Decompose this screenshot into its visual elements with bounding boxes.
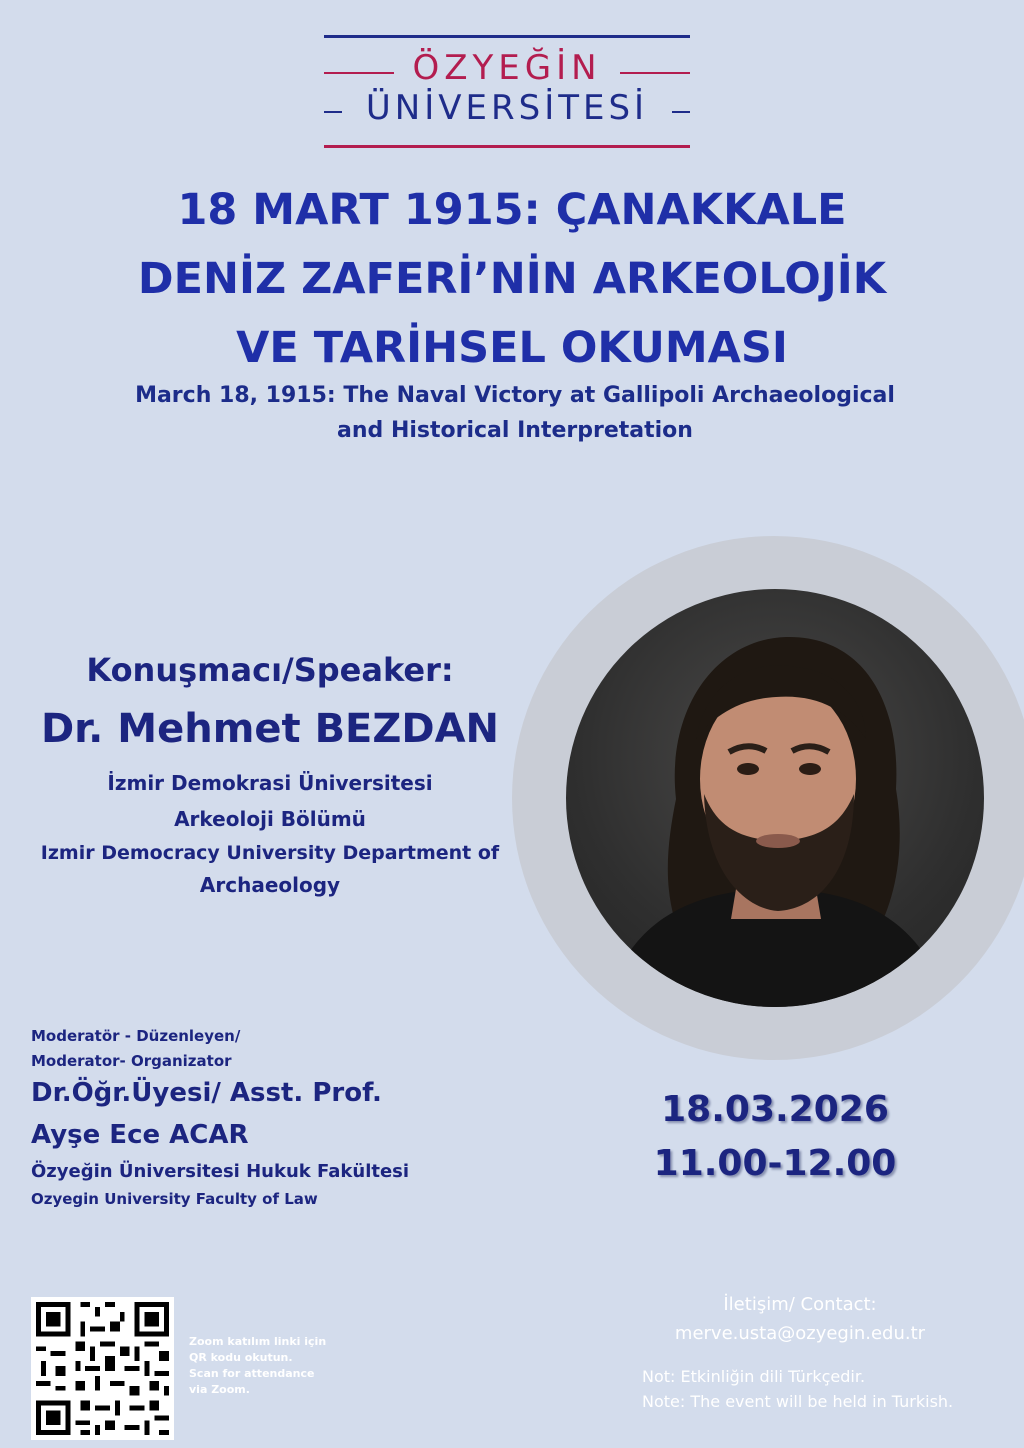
language-note-en: Note: The event will be held in Turkish. <box>642 1392 954 1411</box>
speaker-photo <box>566 589 984 1007</box>
logo-word-ozyegin: ÖZYEĞİN <box>412 48 602 88</box>
qr-instructions <box>189 1334 349 1398</box>
logo-top-rule <box>324 35 690 38</box>
qr-note-line-3: Scan for attendance <box>189 1367 315 1380</box>
contact-email[interactable]: merve.usta@ozyegin.edu.tr <box>674 1323 926 1344</box>
logo-strike-right-1 <box>620 72 690 74</box>
speaker-affiliation-tr-1: İzmir Demokrasi Üniversitesi <box>107 771 433 795</box>
event-title-line-1: 18 MART 1915: ÇANAKKALE <box>177 185 847 235</box>
event-title <box>60 176 964 383</box>
language-note-tr: Not: Etkinliğin dili Türkçedir. <box>642 1367 866 1386</box>
logo-strike-left-1 <box>324 72 394 74</box>
speaker-portrait-illustration <box>566 589 984 1007</box>
speaker-affiliation-en-2: Archaeology <box>199 873 341 897</box>
event-subtitle <box>90 378 940 448</box>
qr-note-line-4: via Zoom. <box>189 1383 250 1396</box>
qr-note-line-2: QR kodu okutun. <box>189 1351 293 1364</box>
event-subtitle-line-2: and Historical Interpretation <box>337 418 693 443</box>
moderator-title: Dr.Öğr.Üyesi/ Asst. Prof. <box>31 1078 382 1108</box>
moderator-faculty-tr: Özyeğin Üniversitesi Hukuk Fakültesi <box>31 1161 410 1182</box>
event-date: 18.03.2026 <box>661 1089 889 1130</box>
moderator-name: Ayşe Ece ACAR <box>31 1120 249 1150</box>
speaker-affiliation-en-1: Izmir Democracy University Department of <box>40 842 500 864</box>
moderator-role-tr: Moderatör - Düzenleyen/ <box>31 1027 241 1045</box>
logo-strike-right-2 <box>672 111 690 113</box>
moderator-faculty-en: Ozyegin University Faculty of Law <box>31 1190 318 1208</box>
contact-label: İletişim/ Contact: <box>723 1294 877 1315</box>
event-subtitle-line-1: March 18, 1915: The Naval Victory at Gallipoli Archaeological <box>135 383 895 408</box>
speaker-label: Konuşmacı/Speaker: <box>86 651 454 689</box>
qr-code-icon <box>31 1297 174 1440</box>
qr-note-line-1: Zoom katılım linki için <box>189 1335 327 1348</box>
event-title-line-3: VE TARİHSEL OKUMASI <box>236 323 788 373</box>
speaker-affiliation-tr-2: Arkeoloji Bölümü <box>174 807 366 831</box>
zoom-qr-code[interactable] <box>31 1297 174 1440</box>
event-time: 11.00-12.00 <box>653 1143 897 1184</box>
logo-strike-left-2 <box>324 111 342 113</box>
logo-bottom-rule <box>324 145 690 148</box>
speaker-name: Dr. Mehmet BEZDAN <box>40 706 500 752</box>
moderator-role-en: Moderator- Organizator <box>31 1052 232 1070</box>
event-title-line-2: DENİZ ZAFERİ’NİN ARKEOLOJİK <box>137 254 887 304</box>
logo-word-universitesi: ÜNİVERSİTESİ <box>365 88 649 128</box>
